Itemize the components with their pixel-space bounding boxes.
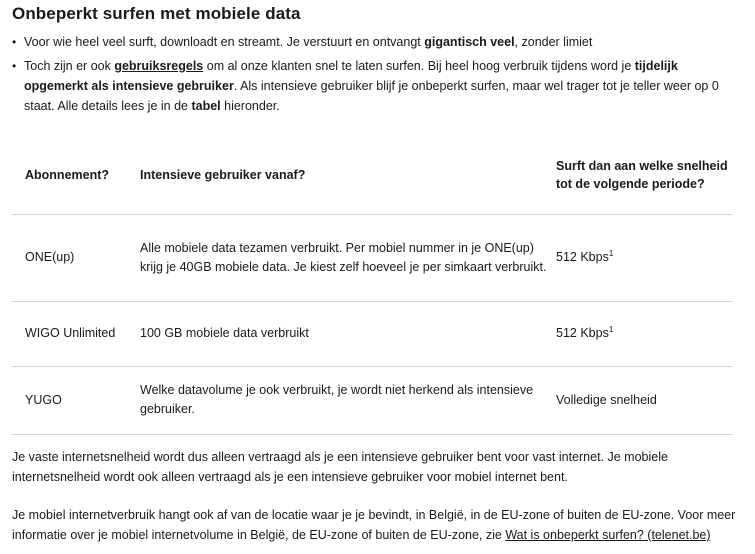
table-row: [12, 301, 732, 366]
bullet-2-bold: tijdelijk opgemerkt als intensieve gebruiker: [24, 59, 678, 93]
bullet-icon: •: [12, 59, 17, 73]
list-item: [12, 56, 740, 116]
feature-list: [12, 32, 740, 120]
footnote-marker: 1: [608, 324, 614, 334]
threshold-cell: 100 GB mobiele data verbruikt: [140, 326, 309, 340]
bullet-2-bold-tabel: tabel: [191, 99, 221, 113]
speed-value: 512 Kbps: [556, 326, 609, 340]
bullet-1-text-a: Voor wie heel veel surft, downloadt en streamt. Je verstuurt en ontvangt: [24, 35, 425, 49]
threshold-cell: Welke datavolume je ook verbruikt, je wordt niet herkend als intensieve gebruiker.: [140, 383, 534, 416]
plan-cell: YUGO: [25, 392, 62, 407]
table-header-row: [12, 137, 732, 214]
bullet-1-text-b: , zonder limiet: [514, 35, 593, 49]
bullet-icon: •: [12, 35, 17, 49]
threshold-cell: Alle mobiele data tezamen verbruikt. Per mobiel nummer in je ONE(up) krijg je 40GB mobiele data. Je kiest zelf hoeveel je per simkaart verbruikt.: [140, 240, 547, 274]
header-subscription: Abonnement?: [25, 168, 110, 183]
speed-cell: [555, 301, 732, 366]
location-paragraph-text: Je mobiel internetverbruik hangt ook af van de locatie waar je je bevindt, in België, in de EU-zone of buiten de EU-zone. Voor meer informatie over je mobiel internetvolume in België, de EU-zone of buiten de EU-zone, zie: [12, 508, 736, 542]
location-paragraph: [12, 505, 742, 545]
footnote-marker: 1: [608, 248, 614, 258]
bullet-2-text-c: . Als intensieve gebruiker blijf je onbeperkt surfen, maar wel trager tot je teller weer op 0 staat. Alle details lees je in de: [24, 79, 719, 113]
speed-value: 512 Kbps: [556, 250, 609, 264]
plan-cell: WIGO Unlimited: [25, 326, 116, 340]
speed-value: Volledige snelheid: [556, 392, 657, 407]
bullet-2-text-d: hieronder.: [220, 99, 280, 113]
unlimited-surfing-link[interactable]: Wat is onbeperkt surfen? (telenet.be): [505, 528, 711, 542]
speed-explanation-paragraph: Je vaste internetsnelheid wordt dus alleen vertraagd als je een intensieve gebruiker bent voor vast internet. Je mobiele internetsnelheid wordt ook alleen vertraagd als je een intensieve gebruiker voor mobiel internet bent.: [12, 450, 668, 484]
subscription-table: [12, 137, 732, 435]
bullet-2-text-b: om al onze klanten snel te laten surfen. Bij heel hoog verbruik tijdens word je: [203, 59, 635, 73]
table-row: [12, 366, 732, 434]
speed-cell: [555, 366, 732, 434]
header-speed: Surft dan aan welke snelheid tot de volgende periode?: [556, 159, 728, 192]
gebruiksregels-link[interactable]: gebruiksregels: [114, 59, 204, 73]
plan-cell: ONE(up): [25, 250, 75, 264]
header-threshold: Intensieve gebruiker vanaf?: [140, 168, 306, 183]
list-item: [12, 32, 740, 52]
bullet-2-text-a: Toch zijn er ook: [24, 59, 115, 73]
page-title: Onbeperkt surfen met mobiele data: [12, 4, 301, 23]
table-row: [12, 214, 732, 301]
bullet-1-bold: gigantisch veel: [424, 35, 515, 49]
speed-cell: [555, 214, 732, 301]
